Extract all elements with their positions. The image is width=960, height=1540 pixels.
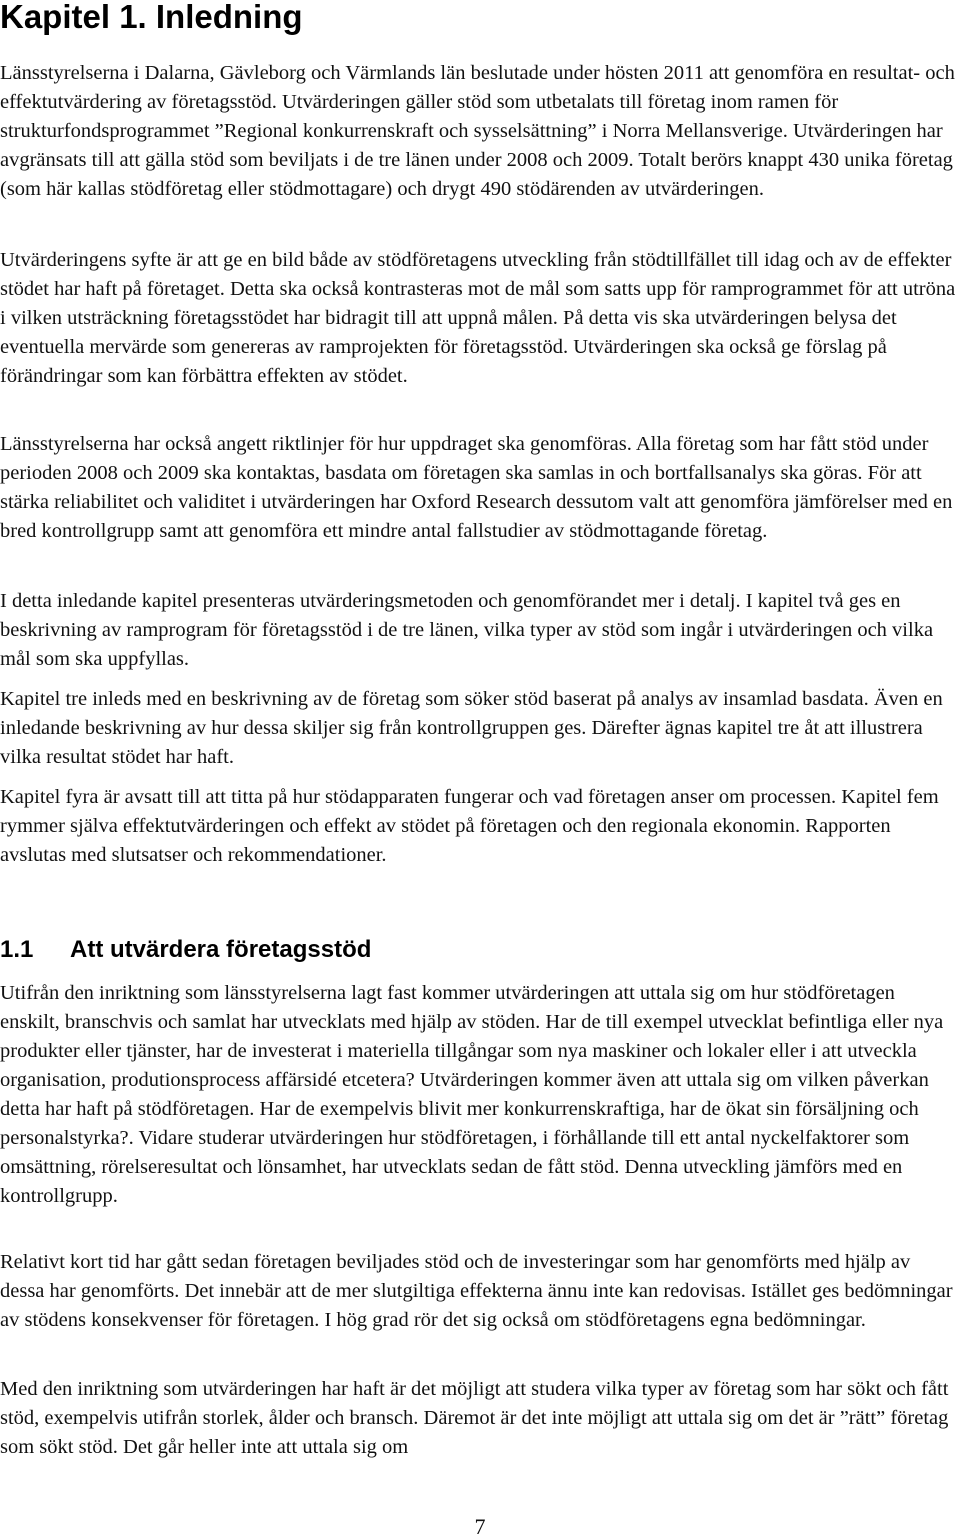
section-number: 1.1	[0, 936, 34, 963]
intro-paragraph-3: Länsstyrelserna har också angett riktlinjer för hur uppdraget ska genomföras. Alla företag som har fått stöd under perioden 2008 och 2009 ska kontaktas, basdata om företagen ska samlas in och bortfallsanalys ska göras. För att stärka reliabilitet och validitet i utvärderingen har Oxford Research dessutom valt att genomföra jämförelser med en bred kontrollgrupp samt att genomföra ett mindre antal fallstudier av stödmottagande företag.	[0, 433, 953, 542]
intro-paragraph-5: Kapitel tre inleds med en beskrivning av de företag som söker stöd baserat på analys av insamlad basdata. Även en inledande beskrivning av hur dessa skiljer sig från kontrollgruppen ges. Därefter ägnas kapitel tre åt att illustrera vilka resultat stödet har haft.	[0, 688, 943, 768]
section-title: Att utvärdera företagsstöd	[70, 936, 372, 963]
intro-paragraph-1: Länsstyrelserna i Dalarna, Gävleborg och Värmlands län beslutade under hösten 2011 att genomföra en resultat- och effektutvärdering av företagsstöd. Utvärderingen gäller stöd som utbetalats till företag inom ramen för strukturfondsprogrammet ”Regional konkurrenskraft och sysselsättning” i Norra Mellansverige. Utvärderingen har avgränsats till att gälla stöd som beviljats i de tre länen under 2008 och 2009. Totalt berörs knappt 430 unika företag (som här kallas stödföretag eller stödmottagare) och drygt 490 stödärenden av utvärderingen.	[0, 62, 955, 200]
section-paragraph-2: Relativt kort tid har gått sedan företagen beviljades stöd och de investeringar som har genomförts med hjälp av dessa har genomförts. Det innebär att de mer slutgiltiga effekterna ännu inte kan redovisas. Istället ges bedömningar av stödens konsekvenser för företagen. I hög grad rör det sig också om stödföretagens egna bedömningar.	[0, 1251, 953, 1331]
intro-paragraph-2: Utvärderingens syfte är att ge en bild både av stödföretagens utveckling från stödtillfället till idag och av de effekter stödet har haft på företaget. Detta ska också kontrasteras mot de mål som satts upp för ramprogrammet för att utröna i vilken utsträckning företagsstödet har bidragit till att uppnå målen. På detta vis ska utvärderingen belysa det eventuella mervärde som genereras av ramprojekten för företagsstöd. Utvärderingen ska också ge förslag på förändringar som kan förbättra effekten av stödet.	[0, 249, 956, 387]
page-number: 7	[474, 1514, 486, 1539]
intro-paragraph-6: Kapitel fyra är avsatt till att titta på hur stödapparaten fungerar och vad företagen anser om processen. Kapitel fem rymmer själva effektutvärderingen och effekt av stödet på företagen och den regionala ekonomin. Rapporten avslutas med slutsatser och rekommendationer.	[0, 786, 939, 866]
section-heading	[0, 933, 371, 967]
chapter-title: Kapitel 1. Inledning	[0, 0, 303, 35]
intro-paragraph-4: I detta inledande kapitel presenteras utvärderingsmetoden och genomförandet mer i detalj. I kapitel två ges en beskrivning av ramprogram för företagsstöd i de tre länen, vilka typer av stöd som ingår i utvärderingen och vilka mål som ska uppfyllas.	[0, 590, 934, 670]
section-paragraph-1: Utifrån den inriktning som länsstyrelserna lagt fast kommer utvärderingen att uttala sig om hur stödföretagen enskilt, branschvis och samlat har utvecklats med hjälp av stöden. Har de till exempel utvecklat befintliga eller nya produkter eller tjänster, har de investerat i materiella tillgångar som nya maskiner och lokaler eller i att utveckla organisation, produtionsprocess affärsidé etcetera? Utvärderingen kommer även att uttala sig om vilken påverkan detta har haft på stödföretagen. Har de exempelvis blivit mer konkurrenskraftiga, har de ökat sin försäljning och personalstyrka?. Vidare studerar utvärderingen hur stödföretagen, i förhållande till ett antal nyckelfaktorer som omsättning, rörelseresultat och lönsamhet, har utvecklats sedan de fått stöd. Denna utveckling jämförs med en kontrollgrupp.	[0, 982, 944, 1207]
section-paragraph-3: Med den inriktning som utvärderingen har haft är det möjligt att studera vilka typer av företag som har sökt och fått stöd, exempelvis utifrån storlek, ålder och bransch. Däremot är det inte möjligt att uttala sig om det är ”rätt” företag som sökt stöd. Det går heller inte att uttala sig om	[0, 1378, 949, 1458]
